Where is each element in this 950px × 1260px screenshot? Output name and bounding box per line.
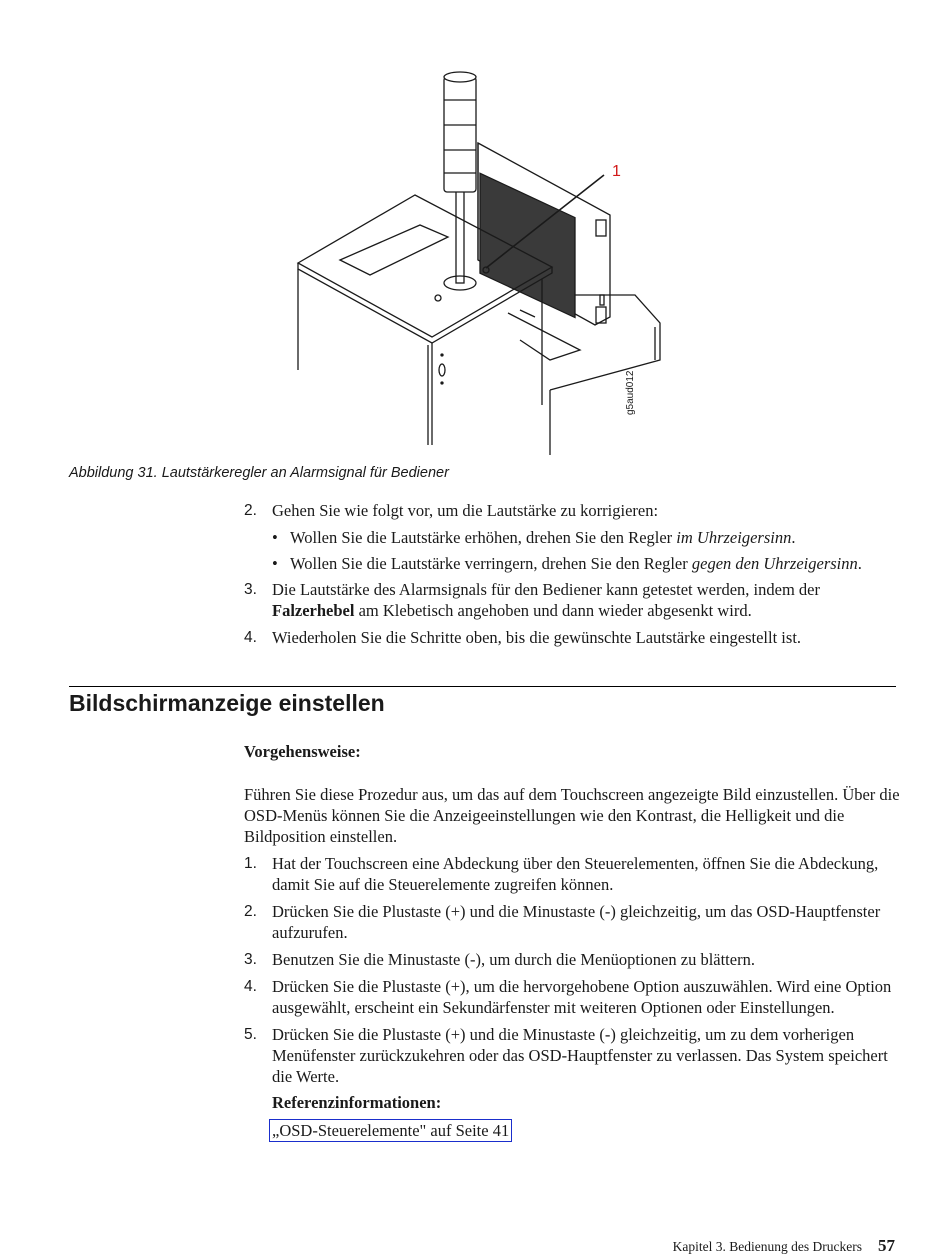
step-number: 4. (244, 978, 257, 995)
section-rule (69, 686, 896, 687)
step-2 (244, 500, 904, 521)
bullet-end: . (791, 528, 796, 547)
step-3 (244, 579, 904, 621)
bullet-dot: • (272, 528, 278, 547)
step-number: 1. (244, 855, 257, 872)
reference-link[interactable]: „OSD-Steuerelemente" auf Seite 41 (269, 1119, 512, 1142)
step-text: Hat der Touchscreen eine Abdeckung über den Steuerelementen, öffnen Sie die Abdeckung, damit Sie auf die Steuerelemente zugreifen können. (272, 854, 879, 894)
osd-step-3 (244, 949, 904, 970)
bullet-decrease (244, 553, 904, 574)
volume-steps (244, 500, 904, 654)
page-number: 57 (878, 1236, 895, 1255)
bullet-text: Wollen Sie die Lautstärke erhöhen, drehen Sie den Regler (290, 528, 677, 547)
section-body (244, 742, 904, 1142)
figure-caption: Abbildung 31. Lautstärkeregler an Alarmsignal für Bediener (69, 465, 449, 481)
reference-label: Referenzinformationen: (272, 1093, 442, 1112)
step-text: Die Lautstärke des Alarmsignals für den Bediener kann getestet werden, indem der (272, 580, 820, 599)
step-bold-term: Falzerhebel (272, 601, 355, 620)
page-footer (673, 1236, 895, 1256)
osd-step-4 (244, 976, 904, 1018)
bullet-end: . (857, 554, 862, 573)
section-title: Bildschirmanzeige einstellen (69, 690, 385, 716)
step-4 (244, 627, 904, 648)
printer-alarm-illustration (280, 55, 680, 455)
procedure-label: Vorgehensweise: (244, 742, 361, 761)
step-text: Drücken Sie die Plustaste (+) und die Minustaste (-) gleichzeitig, um das OSD-Hauptfenster aufzurufen. (272, 902, 881, 942)
callout-number: 1 (612, 163, 621, 180)
step-text: Benutzen Sie die Minustaste (-), um durch die Menüoptionen zu blättern. (272, 950, 755, 969)
step-number: 4. (244, 629, 257, 646)
bullet-emphasis: gegen den Uhrzeigersinn (691, 554, 858, 573)
bullet-increase (244, 527, 904, 548)
intro-paragraph: Führen Sie diese Prozedur aus, um das auf dem Touchscreen angezeigte Bild einzustellen. Über die OSD-Menüs können Sie die Anzeigeeinstellungen wie den Kontrast, die Helligkeit und die Bildposition einstellen. (244, 785, 900, 846)
bullet-dot: • (272, 554, 278, 573)
step-text-end: am Klebetisch angehoben und dann wieder abgesenkt wird. (354, 601, 752, 620)
osd-step-5 (244, 1024, 904, 1087)
step-text: Wiederholen Sie die Schritte oben, bis die gewünschte Lautstärke eingestellt ist. (272, 628, 802, 647)
step-number: 3. (244, 581, 257, 598)
osd-step-2 (244, 901, 904, 943)
step-number: 3. (244, 951, 257, 968)
bullet-emphasis: im Uhrzeigersinn (676, 528, 792, 547)
step-text: Drücken Sie die Plustaste (+), um die hervorgehobene Option auszuwählen. Wird eine Option ausgewählt, erscheint ein Sekundärfenster mit weiteren Optionen oder Einstellungen. (272, 977, 892, 1017)
bullet-text: Wollen Sie die Lautstärke verringern, drehen Sie den Regler (290, 554, 692, 573)
osd-step-1 (244, 853, 904, 895)
step-number: 5. (244, 1026, 257, 1043)
step-text: Drücken Sie die Plustaste (+) und die Minustaste (-) gleichzeitig, um zu dem vorherigen Menüfenster zurückzukehren oder das OSD-Hauptfenster zu verlassen. Das System speichert die Werte. (272, 1025, 888, 1086)
chapter-title: Kapitel 3. Bedienung des Druckers (672, 1239, 862, 1254)
step-text: Gehen Sie wie folgt vor, um die Lautstärke zu korrigieren: (272, 501, 659, 520)
step-number: 2. (244, 502, 257, 519)
step-number: 2. (244, 903, 257, 920)
image-code: g5aud012 (625, 370, 636, 415)
